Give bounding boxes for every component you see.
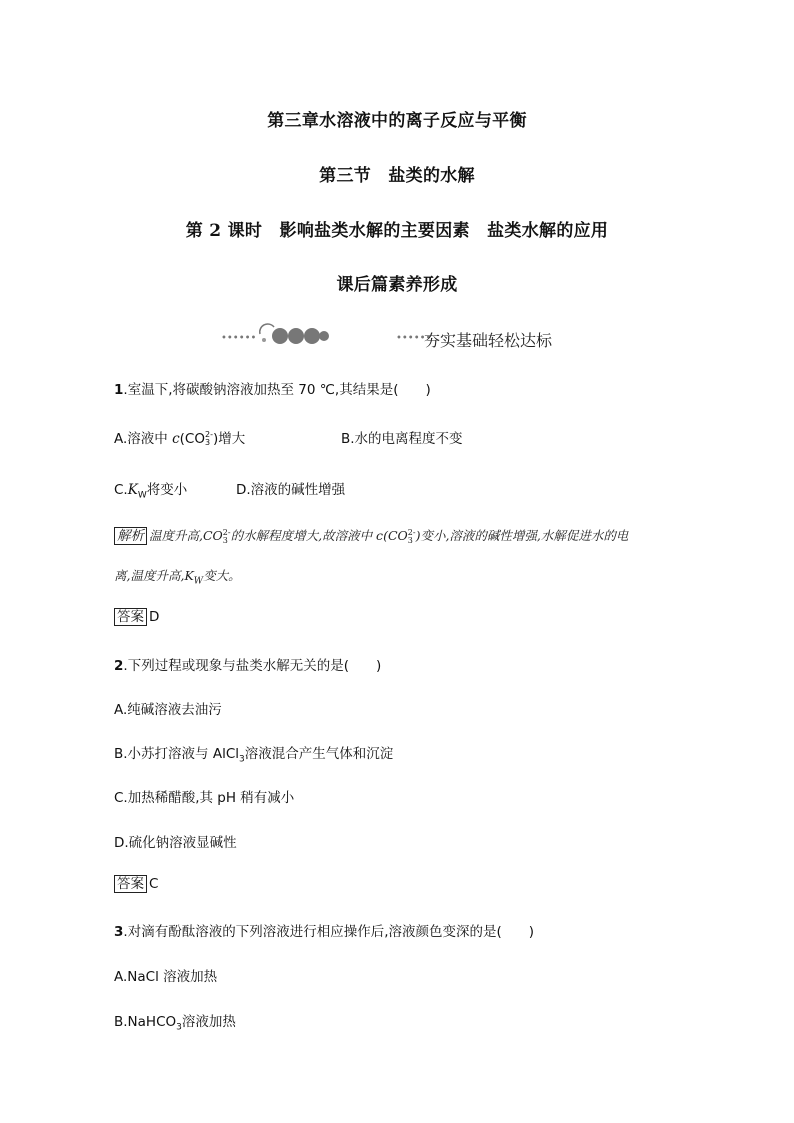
answer-tag: 答案	[114, 608, 147, 626]
q1-analysis-line1: 解析 温度升高,CO 2- 3 的水解程度增大,故溶液中 c(CO 2- 3 )变小,溶液的碱性增强,水解促进水的电	[114, 526, 628, 545]
q2-stem: 2.下列过程或现象与盐类水解无关的是( )	[114, 658, 382, 674]
q2-option-c: C.加热稀醋酸,其 pH 稍有减小	[114, 790, 295, 806]
q1-option-d: D.溶液的碱性增强	[236, 482, 346, 498]
q3-option-a: A.NaCl 溶液加热	[114, 969, 218, 985]
section-title: 第三节 盐类的水解	[319, 166, 475, 186]
q2-answer: 答案 C	[114, 875, 158, 893]
q2-option-a: A.纯碱溶液去油污	[114, 702, 222, 718]
q1-option-a: A.溶液中 c(CO 2- 3 )增大	[114, 430, 246, 447]
banner-dots-right: ••••••	[396, 333, 432, 344]
q1-analysis-line2: 离,温度升高$,K_W$变大。	[114, 568, 241, 587]
q1-stem: 1.室温下,将碳酸钠溶液加热至 70 ℃,其结果是( )	[114, 382, 431, 398]
answer-tag: 答案	[114, 875, 147, 893]
chapter-title: 第三章水溶液中的离子反应与平衡	[267, 111, 527, 131]
q1-answer: 答案 D	[114, 608, 159, 626]
banner-label: 夯实基础轻松达标	[424, 331, 553, 350]
banner-dots-left: ••••••	[221, 333, 257, 344]
q3-option-b: B.NaHCO$_3$溶液加热	[114, 1014, 236, 1033]
q2-option-d: D.硫化钠溶液显碱性	[114, 835, 237, 851]
subtitle: 课后篇素养形成	[336, 275, 458, 295]
q2-option-b: B.小苏打溶液与 AlCl$_3$溶液混合产生气体和沉淀	[114, 746, 394, 765]
analysis-tag: 解析	[114, 527, 147, 545]
q1-option-c: $C.K_W$将变小	[114, 482, 188, 501]
q3-stem: 3.对滴有酚酞溶液的下列溶液进行相应操作后,溶液颜色变深的是( )	[114, 924, 535, 940]
q1-option-b: B.水的电离程度不变	[341, 431, 463, 447]
lesson-title: 第 2 课时 影响盐类水解的主要因素 盐类水解的应用	[185, 221, 609, 241]
banner-balls-icon	[254, 321, 330, 349]
